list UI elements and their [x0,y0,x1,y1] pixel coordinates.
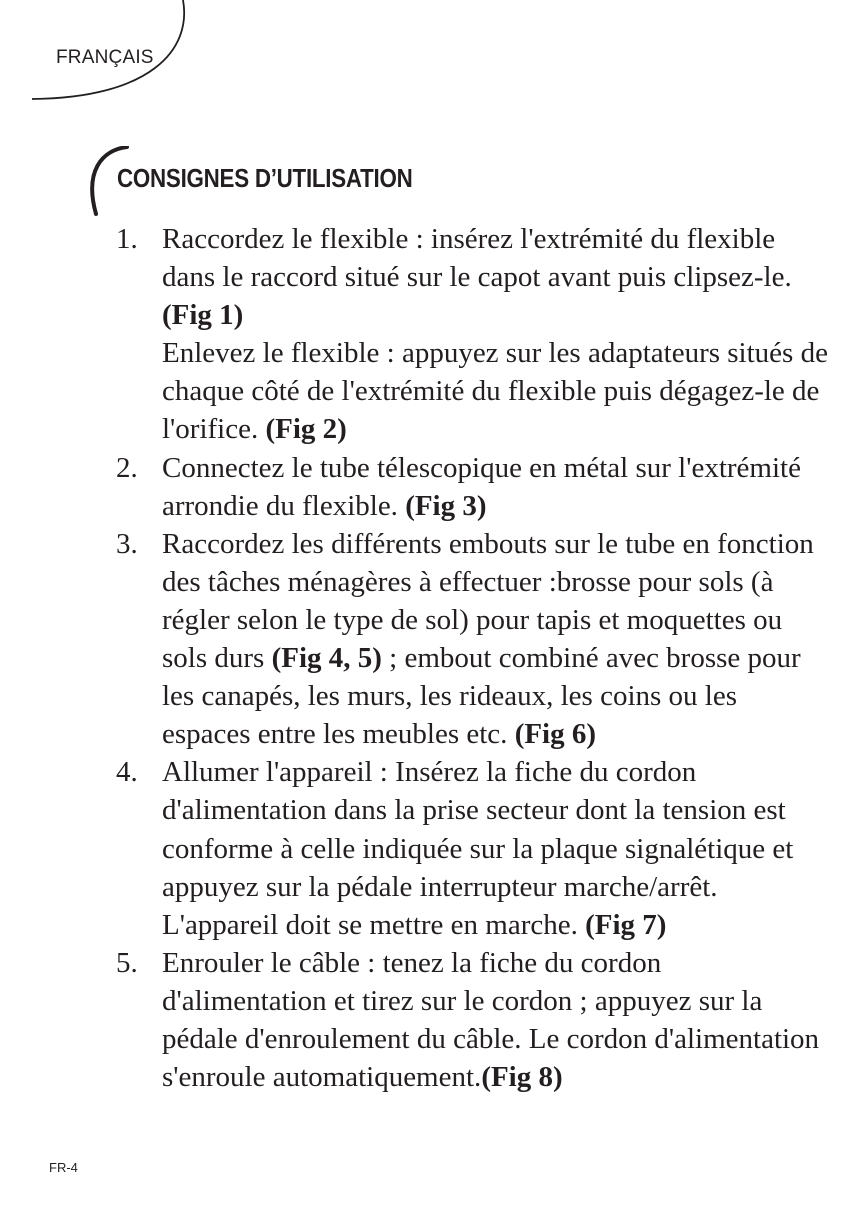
step-text: Raccordez le flexible : insérez l'extrémité du flexible dans le raccord situé sur le capot avant puis clipsez-le. [162,223,792,294]
step-paragraph [162,449,832,525]
instruction-step-2 [112,449,832,525]
step-paragraph [162,220,832,334]
step-paragraph [162,944,832,1096]
figure-reference: (Fig 1) [162,299,244,332]
instruction-step-1 [112,220,832,449]
step-text: Enlevez le flexible : appuyez sur les adaptateurs situés de chaque côté de l'extrémité du flexible puis dégagez-le de l'orifice. [162,337,828,446]
figure-reference: (Fig 2) [265,413,347,446]
step-number: 1. [116,223,138,255]
page-number: FR-4 [49,1160,78,1175]
step-text: Enrouler le câble : tenez la fiche du cordon d'alimentation et tirez sur le cordon ; appuyez sur la pédale d'enroulement du câble. Le cordon d'alimentation s'enroule automatiquement. [162,946,820,1094]
figure-reference: (Fig 6) [514,718,597,751]
instruction-step-4 [112,753,832,943]
figure-reference: (Fig 3) [405,489,487,522]
figure-reference: (Fig 8) [481,1061,563,1094]
step-text: Connectez le tube télescopique en métal sur l'extrémité arrondie du flexible. [162,451,801,522]
step-text: Raccordez les différents embouts sur le tube en fonction des tâches ménagères à effectuer :brosse pour sols (à régler selon le type de sol) pour tapis et moquettes ou sols durs [162,527,814,675]
section-heading: CONSIGNES D’UTILISATION [117,163,413,193]
figure-reference: (Fig 7) [585,908,667,941]
instruction-list [112,220,832,1096]
step-text: Allumer l'appareil : Insérez la fiche du cordon d'alimentation dans la prise secteur dont la tension est conforme à celle indiquée sur la plaque signalétique et appuyez sur la pédale interrupteur marche/arrêt. L'appareil doit se mettre en marche. [162,756,794,941]
instruction-step-3 [112,525,832,754]
step-number: 3. [116,527,138,560]
step-text: ; embout combiné avec brosse pour les canapés, les murs, les rideaux, les coins ou les espaces entre les meubles etc. [162,642,801,751]
step-paragraph [162,753,832,943]
step-number: 2. [116,451,138,484]
language-label: FRANÇAIS [56,47,154,68]
step-number: 4. [116,756,138,789]
instruction-step-5 [112,944,832,1096]
step-number: 5. [116,946,138,979]
step-paragraph [162,334,832,448]
step-paragraph [162,525,832,754]
figure-reference: (Fig 4, 5) [271,642,382,675]
